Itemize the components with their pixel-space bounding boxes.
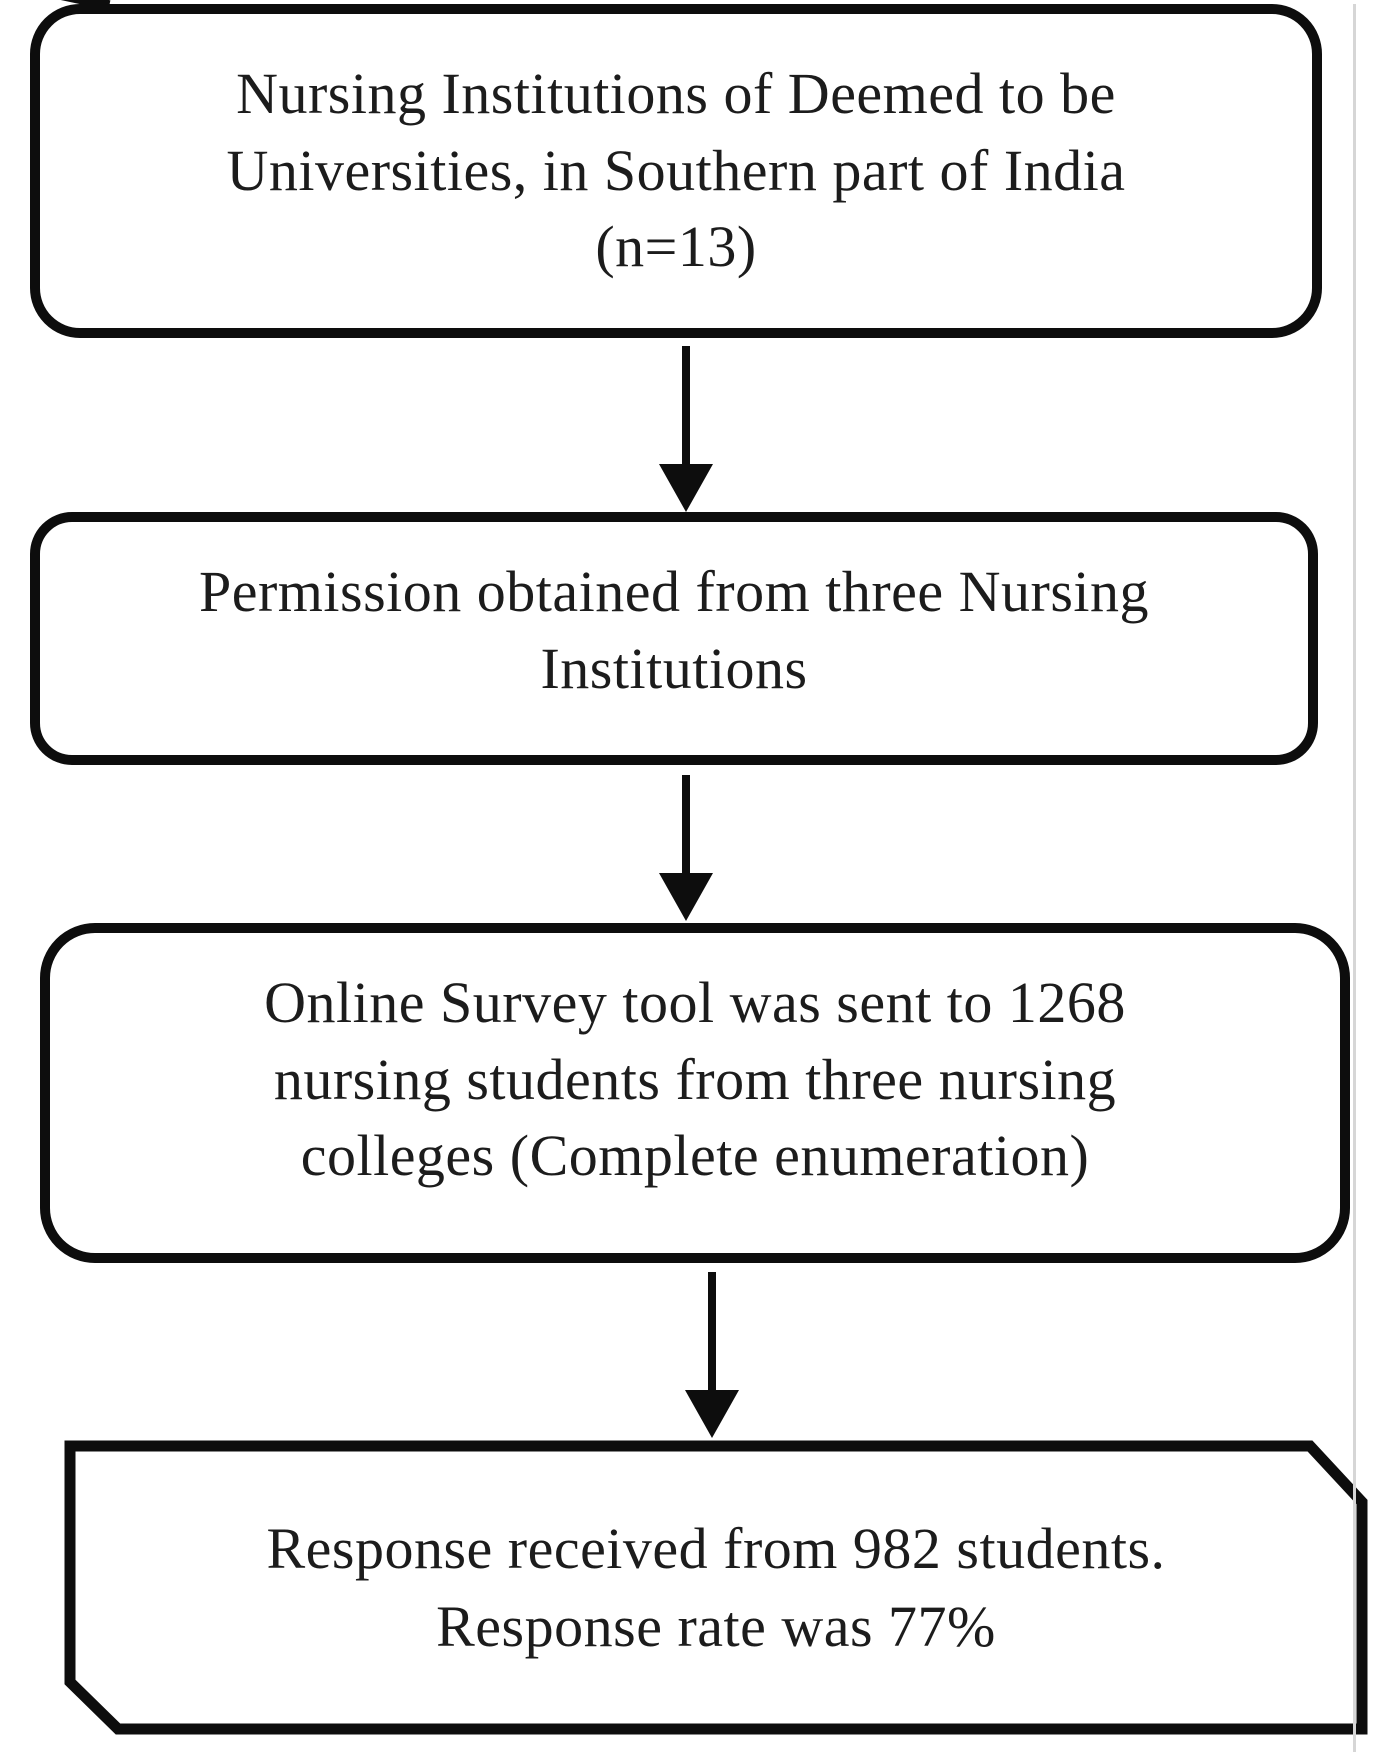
flow-box-permission (30, 512, 1318, 765)
flow-box-text-line: Response received from 982 students. (266, 1515, 1166, 1581)
down-arrow-shaft (682, 775, 690, 877)
flow-box-survey-sent (40, 923, 1350, 1263)
flow-box-text-line: colleges (Complete enumeration) (300, 1123, 1090, 1189)
down-arrow-shaft (682, 346, 690, 468)
flow-box-text-line: (n=13) (595, 214, 757, 280)
flow-box-text-line: Permission obtained from three Nursing (198, 558, 1150, 624)
flow-box-text-line: nursing students from three nursing (273, 1046, 1117, 1112)
flow-box-population (30, 4, 1322, 338)
down-arrow-head (659, 873, 713, 921)
down-arrow-shaft (708, 1272, 716, 1392)
flow-box-text-line: Response rate was 77% (436, 1594, 996, 1659)
down-arrow-head (685, 1390, 739, 1438)
scan-artifact-line (1353, 4, 1356, 1752)
flow-box-response (64, 1440, 1368, 1736)
flow-box-text-line: Online Survey tool was sent to 1268 (264, 970, 1126, 1036)
down-arrow-head (659, 464, 713, 512)
flow-box-text-line: Institutions (540, 635, 808, 701)
flow-box-text-line: Nursing Institutions of Deemed to be (236, 61, 1116, 127)
flow-box-text-line: Universities, in Southern part of India (226, 137, 1126, 203)
